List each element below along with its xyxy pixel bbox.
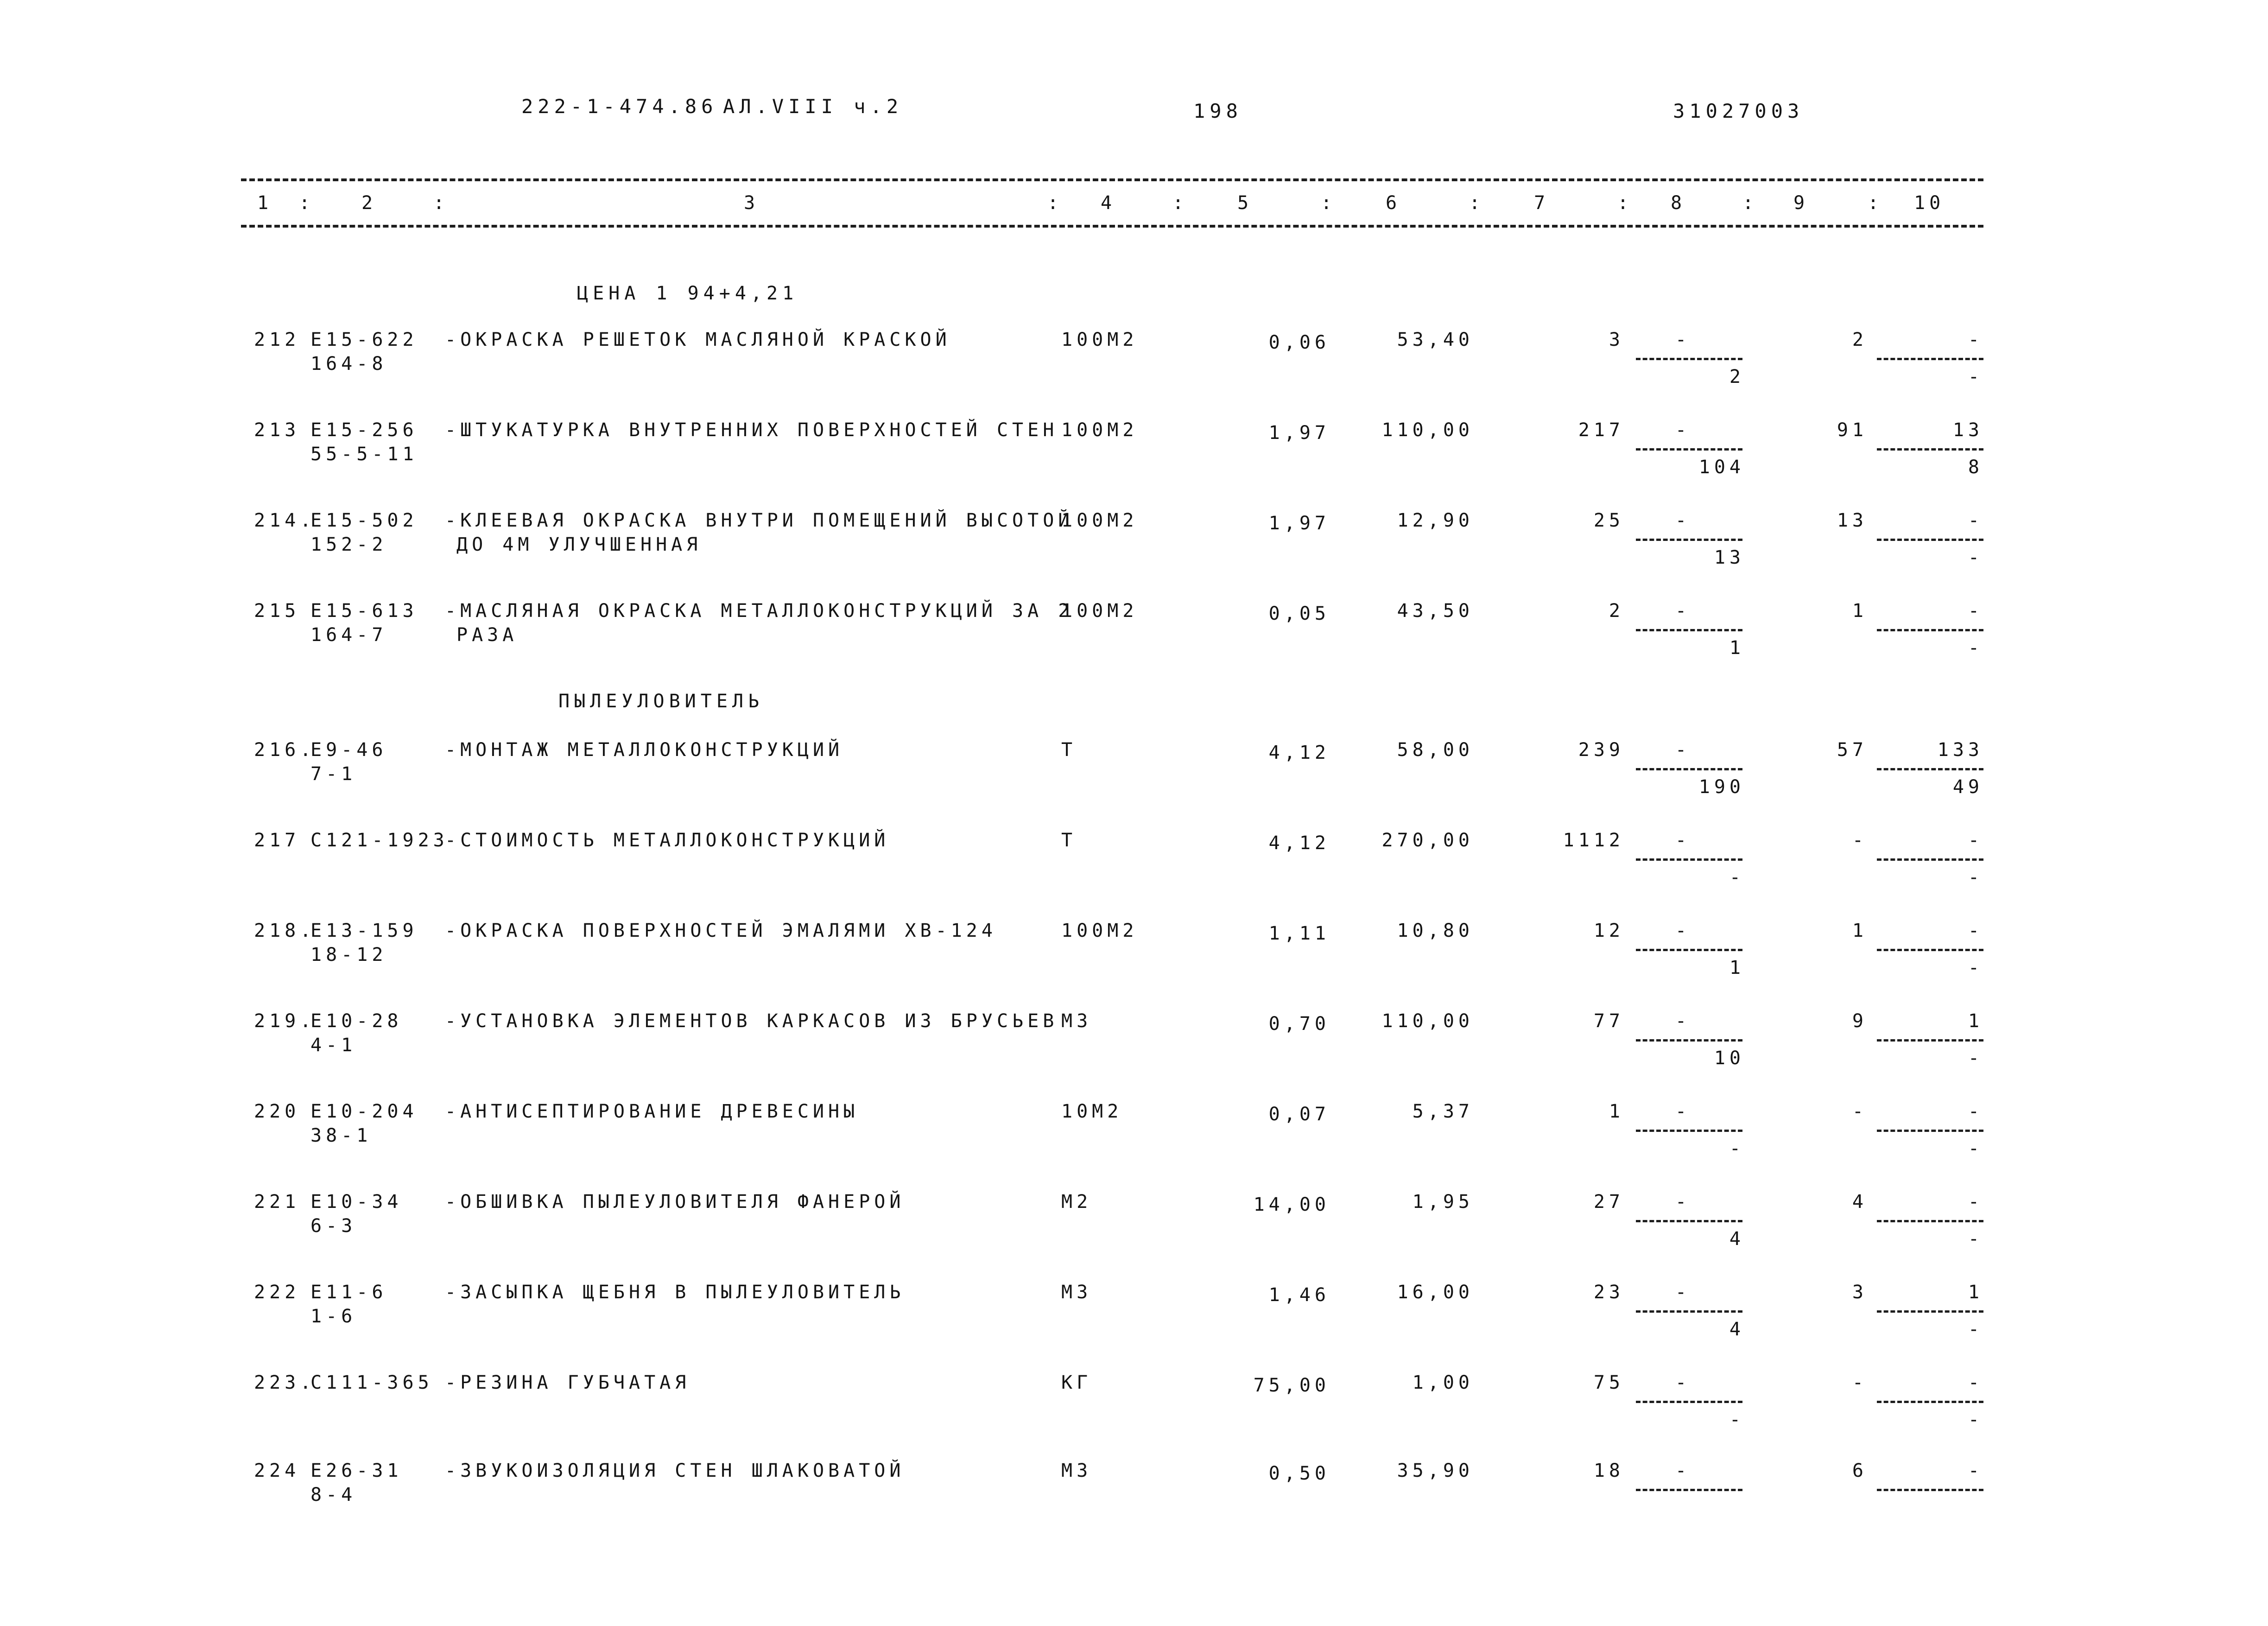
table-row	[0, 1101, 2268, 1189]
table-row	[0, 1191, 2268, 1279]
unit: 100М2	[1061, 510, 1138, 531]
rate-subcode: 164-7	[310, 624, 387, 646]
col8-bottom: 104	[1698, 457, 1745, 478]
unit-price: 10,80	[1397, 920, 1474, 941]
col10-top: -	[1968, 830, 1983, 851]
fraction-rule-col10	[1877, 1220, 1983, 1223]
row-number: 215	[254, 600, 300, 622]
col10-bottom: -	[1968, 366, 1983, 387]
unit: М3	[1061, 1282, 1092, 1303]
fraction-rule-col10	[1877, 858, 1983, 861]
fraction-rule-col10	[1877, 949, 1983, 952]
col10-bottom: 49	[1952, 776, 1983, 798]
work-description: -АНТИСЕПТИРОВАНИЕ ДРЕВЕСИНЫ	[445, 1101, 859, 1122]
fraction-rule-col8	[1636, 629, 1742, 632]
col9-value: 1	[1852, 600, 1868, 622]
rate-subcode: 7-1	[310, 763, 357, 785]
unit-price: 53,40	[1397, 329, 1474, 350]
col9-value: 3	[1852, 1282, 1868, 1303]
unit-price: 43,50	[1397, 600, 1474, 622]
col8-top: -	[1675, 1010, 1691, 1032]
col8-bottom: -	[1729, 867, 1745, 888]
unit-price: 5,37	[1412, 1101, 1474, 1122]
col8-bottom: 190	[1698, 776, 1745, 798]
row-number: 219.	[254, 1010, 316, 1032]
col8-top: -	[1675, 920, 1691, 941]
work-description: -ОБШИВКА ПЫЛЕУЛОВИТЕЛЯ ФАНЕРОЙ	[445, 1191, 905, 1213]
col10-top: 13	[1952, 419, 1983, 441]
total-cost: 239	[1578, 739, 1624, 761]
row-number: 213	[254, 419, 300, 441]
col10-top: 133	[1937, 739, 1983, 761]
row-number: 216.	[254, 739, 316, 761]
work-description: -КЛЕЕВАЯ ОКРАСКА ВНУТРИ ПОМЕЩЕНИЙ ВЫСОТОЙ	[445, 510, 1074, 531]
quantity: 0,50	[1268, 1463, 1330, 1484]
quantity: 14,00	[1253, 1194, 1330, 1215]
unit-price: 110,00	[1381, 1010, 1474, 1032]
column-number-5: 5	[1237, 192, 1253, 214]
unit: М3	[1061, 1010, 1092, 1032]
col8-bottom: 10	[1714, 1048, 1745, 1069]
row-number: 218.	[254, 920, 316, 941]
table-row	[0, 830, 2268, 918]
total-cost: 1	[1609, 1101, 1624, 1122]
col10-top: -	[1968, 1191, 1983, 1213]
col10-top: -	[1968, 1372, 1983, 1393]
column-number-10: 10	[1914, 192, 1945, 214]
unit-price: 58,00	[1397, 739, 1474, 761]
total-cost: 27	[1593, 1191, 1624, 1213]
col8-top: -	[1675, 830, 1691, 851]
work-description: -ШТУКАТУРКА ВНУТРЕННИХ ПОВЕРХНОСТЕЙ СТЕН	[445, 419, 1058, 441]
fraction-rule-col8	[1636, 1039, 1742, 1042]
col9-value: 57	[1837, 739, 1868, 761]
rate-code: Е15-502	[310, 510, 418, 531]
col10-bottom: -	[1968, 547, 1983, 568]
col10-top: 1	[1968, 1010, 1983, 1032]
table-row	[0, 1460, 2268, 1548]
work-description-cont: ДО 4М УЛУЧШЕННАЯ	[456, 534, 702, 555]
col8-top: -	[1675, 419, 1691, 441]
table-row	[0, 1372, 2268, 1460]
col10-top: -	[1968, 600, 1983, 622]
fraction-rule-col10	[1877, 1310, 1983, 1313]
col9-value: -	[1852, 1101, 1868, 1122]
row-number: 217	[254, 830, 300, 851]
column-separator: :	[433, 192, 449, 214]
unit: 10М2	[1061, 1101, 1123, 1122]
rate-code: С121-1923	[310, 830, 449, 851]
col8-bottom: 4	[1729, 1228, 1745, 1250]
unit-price: 1,95	[1412, 1191, 1474, 1213]
unit: 100М2	[1061, 600, 1138, 622]
column-separator: :	[1321, 192, 1337, 214]
work-description-cont: РАЗА	[456, 624, 518, 646]
col8-top: -	[1675, 739, 1691, 761]
rate-code: Е11-6	[310, 1282, 387, 1303]
unit-price: 1,00	[1412, 1372, 1474, 1393]
rate-subcode: 38-1	[310, 1125, 372, 1146]
quantity: 75,00	[1253, 1375, 1330, 1396]
unit: КГ	[1061, 1372, 1092, 1393]
fraction-rule-col8	[1636, 448, 1742, 451]
col10-top: -	[1968, 1101, 1983, 1122]
col8-top: -	[1675, 1460, 1691, 1481]
rate-code: Е10-28	[310, 1010, 403, 1032]
fraction-rule-col10	[1877, 768, 1983, 771]
col10-bottom: -	[1968, 1319, 1983, 1340]
table-row	[0, 1010, 2268, 1099]
fraction-rule-col10	[1877, 1489, 1983, 1492]
col9-value: -	[1852, 1372, 1868, 1393]
total-cost: 23	[1593, 1282, 1624, 1303]
unit: 100М2	[1061, 419, 1138, 441]
unit-price: 270,00	[1381, 830, 1474, 851]
row-number: 214.	[254, 510, 316, 531]
total-cost: 217	[1578, 419, 1624, 441]
fraction-rule-col8	[1636, 1130, 1742, 1132]
total-cost: 12	[1593, 920, 1624, 941]
col9-value: 91	[1837, 419, 1868, 441]
fraction-rule-col10	[1877, 1401, 1983, 1404]
fraction-rule-col10	[1877, 358, 1983, 361]
total-cost: 25	[1593, 510, 1624, 531]
fraction-rule-col8	[1636, 539, 1742, 541]
table-row	[0, 600, 2268, 688]
column-number-1: 1	[257, 192, 273, 214]
col8-top: -	[1675, 329, 1691, 350]
unit: Т	[1061, 830, 1077, 851]
column-separator: :	[1617, 192, 1633, 214]
col9-value: 4	[1852, 1191, 1868, 1213]
col8-top: -	[1675, 510, 1691, 531]
rate-subcode: 1-6	[310, 1306, 357, 1327]
col8-top: -	[1675, 1372, 1691, 1393]
column-number-7: 7	[1534, 192, 1550, 214]
column-separator: :	[1868, 192, 1883, 214]
col8-top: -	[1675, 1191, 1691, 1213]
unit-price: 12,90	[1397, 510, 1474, 531]
page-number: 198	[1193, 100, 1242, 122]
col10-bottom: -	[1968, 1228, 1983, 1250]
section-title: ЦЕНА 1 94+4,21	[577, 283, 798, 304]
row-number: 212	[254, 329, 300, 350]
fraction-rule-col10	[1877, 539, 1983, 541]
rate-subcode: 18-12	[310, 944, 387, 965]
fraction-rule-col8	[1636, 768, 1742, 771]
row-number: 221	[254, 1191, 300, 1213]
rate-subcode: 6-3	[310, 1215, 357, 1237]
work-description: -ОКРАСКА РЕШЕТОК МАСЛЯНОЙ КРАСКОЙ	[445, 329, 951, 350]
column-separator: :	[1469, 192, 1485, 214]
col10-bottom: -	[1968, 957, 1983, 978]
col8-top: -	[1675, 1282, 1691, 1303]
quantity: 4,12	[1268, 832, 1330, 854]
work-description: -ЗАСЫПКА ЩЕБНЯ В ПЫЛЕУЛОВИТЕЛЬ	[445, 1282, 905, 1303]
total-cost: 77	[1593, 1010, 1624, 1032]
col8-bottom: -	[1729, 1138, 1745, 1159]
work-description: -ЗВУКОИЗОЛЯЦИЯ СТЕН ШЛАКОВАТОЙ	[445, 1460, 905, 1481]
col8-bottom: 4	[1729, 1319, 1745, 1340]
total-cost: 18	[1593, 1460, 1624, 1481]
col9-value: 2	[1852, 329, 1868, 350]
quantity: 4,12	[1268, 742, 1330, 763]
table-top-rule	[241, 178, 1983, 181]
rate-subcode: 55-5-11	[310, 444, 418, 465]
quantity: 0,06	[1268, 332, 1330, 353]
rate-code: Е10-204	[310, 1101, 418, 1122]
unit-price: 35,90	[1397, 1460, 1474, 1481]
section-title: ПЫЛЕУЛОВИТЕЛЬ	[558, 691, 764, 712]
column-number-3: 3	[744, 192, 760, 214]
quantity: 0,70	[1268, 1013, 1330, 1035]
col10-top: -	[1968, 920, 1983, 941]
column-separator: :	[1172, 192, 1188, 214]
total-cost: 2	[1609, 600, 1624, 622]
col10-top: -	[1968, 329, 1983, 350]
table-row	[0, 419, 2268, 508]
rate-code: Е10-34	[310, 1191, 403, 1213]
quantity: 1,46	[1268, 1284, 1330, 1306]
fraction-rule-col10	[1877, 1039, 1983, 1042]
rate-subcode: 164-8	[310, 353, 387, 375]
unit: 100М2	[1061, 329, 1138, 350]
col10-bottom: 8	[1968, 457, 1983, 478]
col10-bottom: -	[1968, 1048, 1983, 1069]
column-number-6: 6	[1386, 192, 1401, 214]
rate-code: Е13-159	[310, 920, 418, 941]
work-description: -РЕЗИНА ГУБЧАТАЯ	[445, 1372, 691, 1393]
total-cost: 1112	[1563, 830, 1624, 851]
col9-value: 9	[1852, 1010, 1868, 1032]
col9-value: 13	[1837, 510, 1868, 531]
col8-bottom: 1	[1729, 957, 1745, 978]
column-number-4: 4	[1101, 192, 1116, 214]
column-number-2: 2	[361, 192, 377, 214]
quantity: 1,97	[1268, 422, 1330, 444]
work-description: -МАСЛЯНАЯ ОКРАСКА МЕТАЛЛОКОНСТРУКЦИЙ ЗА 2	[445, 600, 1074, 622]
work-description: -УСТАНОВКА ЭЛЕМЕНТОВ КАРКАСОВ ИЗ БРУСЬЕВ	[445, 1010, 1058, 1032]
col10-bottom: -	[1968, 867, 1983, 888]
rate-code: Е26-31	[310, 1460, 403, 1481]
document-code: 222-1-474.86	[521, 95, 718, 118]
rate-code: Е15-256	[310, 419, 418, 441]
album-reference: АЛ.VIII ч.2	[723, 95, 903, 118]
table-row	[0, 510, 2268, 598]
col8-bottom: 2	[1729, 366, 1745, 387]
unit-price: 16,00	[1397, 1282, 1474, 1303]
quantity: 1,97	[1268, 513, 1330, 534]
column-separator: :	[1742, 192, 1758, 214]
column-number-9: 9	[1793, 192, 1809, 214]
col10-bottom: -	[1968, 1409, 1983, 1430]
fraction-rule-col10	[1877, 448, 1983, 451]
row-number: 222	[254, 1282, 300, 1303]
unit: 100М2	[1061, 920, 1138, 941]
fraction-rule-col8	[1636, 858, 1742, 861]
col9-value: 1	[1852, 920, 1868, 941]
row-number: 224	[254, 1460, 300, 1481]
rate-code: Е15-613	[310, 600, 418, 622]
fraction-rule-col8	[1636, 949, 1742, 952]
quantity: 1,11	[1268, 923, 1330, 944]
table-row	[0, 1282, 2268, 1370]
fraction-rule-col8	[1636, 1401, 1742, 1404]
quantity: 0,07	[1268, 1104, 1330, 1125]
document-code-right: 31027003	[1673, 100, 1804, 122]
column-separator: :	[299, 192, 315, 214]
column-number-8: 8	[1671, 192, 1686, 214]
fraction-rule-col10	[1877, 1130, 1983, 1132]
table-row	[0, 739, 2268, 827]
work-description: -СТОИМОСТЬ МЕТАЛЛОКОНСТРУКЦИЙ	[445, 830, 890, 851]
rate-code: Е15-622	[310, 329, 418, 350]
row-number: 220	[254, 1101, 300, 1122]
column-separator: :	[1047, 192, 1063, 214]
work-description: -МОНТАЖ МЕТАЛЛОКОНСТРУКЦИЙ	[445, 739, 844, 761]
unit: Т	[1061, 739, 1077, 761]
unit: М3	[1061, 1460, 1092, 1481]
row-number: 223.	[254, 1372, 316, 1393]
table-row	[0, 329, 2268, 417]
col8-bottom: -	[1729, 1409, 1745, 1430]
rate-subcode: 4-1	[310, 1035, 357, 1056]
table-row	[0, 920, 2268, 1008]
unit-price: 110,00	[1381, 419, 1474, 441]
fraction-rule-col8	[1636, 358, 1742, 361]
fraction-rule-col8	[1636, 1220, 1742, 1223]
col10-bottom: -	[1968, 637, 1983, 659]
work-description: -ОКРАСКА ПОВЕРХНОСТЕЙ ЭМАЛЯМИ ХВ-124	[445, 920, 997, 941]
total-cost: 3	[1609, 329, 1624, 350]
rate-code: С111-365	[310, 1372, 433, 1393]
fraction-rule-col8	[1636, 1489, 1742, 1492]
col10-top: -	[1968, 510, 1983, 531]
rate-code: Е9-46	[310, 739, 387, 761]
col8-bottom: 13	[1714, 547, 1745, 568]
col9-value: 6	[1852, 1460, 1868, 1481]
rate-subcode: 152-2	[310, 534, 387, 555]
col10-bottom: -	[1968, 1138, 1983, 1159]
col8-top: -	[1675, 1101, 1691, 1122]
col9-value: -	[1852, 830, 1868, 851]
quantity: 0,05	[1268, 603, 1330, 624]
col8-bottom: 1	[1729, 637, 1745, 659]
total-cost: 75	[1593, 1372, 1624, 1393]
col8-top: -	[1675, 600, 1691, 622]
col10-top: 1	[1968, 1282, 1983, 1303]
fraction-rule-col10	[1877, 629, 1983, 632]
table-header-rule	[241, 225, 1983, 228]
col10-top: -	[1968, 1460, 1983, 1481]
unit: М2	[1061, 1191, 1092, 1213]
rate-subcode: 8-4	[310, 1484, 357, 1505]
fraction-rule-col8	[1636, 1310, 1742, 1313]
